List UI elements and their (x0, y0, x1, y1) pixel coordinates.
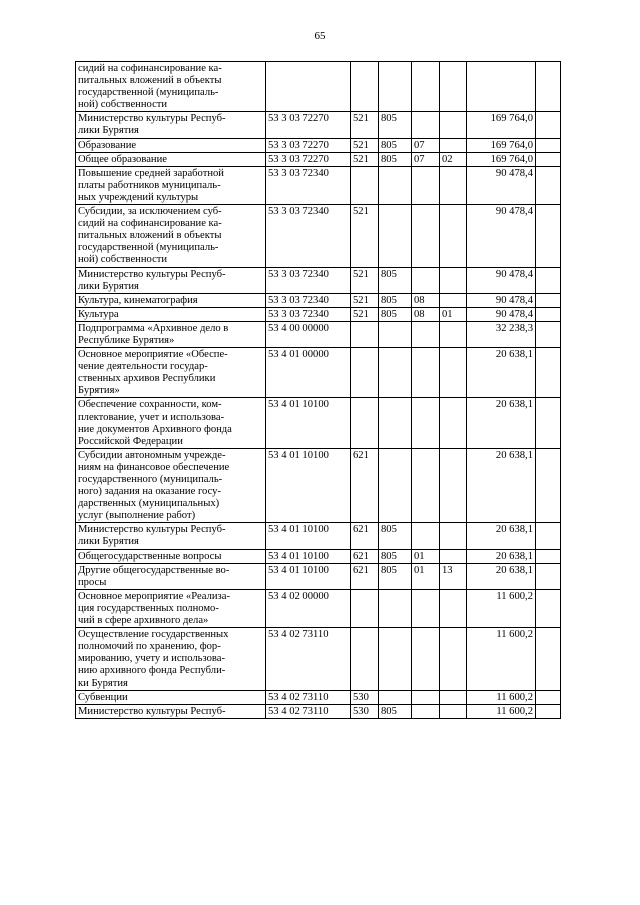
empty-cell (536, 321, 561, 347)
table-row (76, 549, 561, 563)
section-cell (412, 348, 440, 398)
amount-cell: 32 238,3 (467, 321, 536, 347)
ministry-code-cell (379, 62, 412, 112)
target-article-cell: 53 4 00 00000 (266, 321, 351, 347)
amount-cell: 90 478,4 (467, 267, 536, 293)
empty-cell (536, 152, 561, 166)
empty-cell (536, 62, 561, 112)
target-article-cell: 53 4 01 10100 (266, 563, 351, 589)
table-row (76, 448, 561, 523)
target-article-cell: 53 3 03 72340 (266, 205, 351, 267)
subsection-cell (440, 398, 467, 448)
subsection-cell (440, 138, 467, 152)
ministry-code-cell: 805 (379, 549, 412, 563)
amount-cell: 20 638,1 (467, 448, 536, 523)
expense-type-cell (351, 398, 379, 448)
expense-type-cell: 530 (351, 690, 379, 704)
row-name-cell: Министерство культуры Респуб- лики Бурятия (76, 112, 266, 138)
table-row (76, 321, 561, 347)
amount-cell: 11 600,2 (467, 690, 536, 704)
subsection-cell (440, 267, 467, 293)
amount-cell: 90 478,4 (467, 293, 536, 307)
empty-cell (536, 348, 561, 398)
section-cell: 07 (412, 138, 440, 152)
target-article-cell: 53 4 02 73110 (266, 628, 351, 690)
ministry-code-cell: 805 (379, 563, 412, 589)
amount-cell: 90 478,4 (467, 166, 536, 204)
amount-cell: 11 600,2 (467, 628, 536, 690)
row-name-cell: Культура, кинематография (76, 293, 266, 307)
subsection-cell (440, 523, 467, 549)
row-name-cell: Общее образование (76, 152, 266, 166)
target-article-cell: 53 3 03 72270 (266, 138, 351, 152)
expense-type-cell: 521 (351, 112, 379, 138)
amount-cell: 20 638,1 (467, 549, 536, 563)
expense-type-cell: 621 (351, 563, 379, 589)
section-cell (412, 704, 440, 718)
section-cell (412, 112, 440, 138)
row-name-cell: Осуществление государственных полномочий по хранению, фор- мированию, учету и использова- нию архивного фонда Республи- ки Бурятия (76, 628, 266, 690)
empty-cell (536, 307, 561, 321)
empty-cell (536, 138, 561, 152)
table-row (76, 523, 561, 549)
table-row (76, 62, 561, 112)
expense-type-cell: 530 (351, 704, 379, 718)
target-article-cell: 53 4 01 10100 (266, 523, 351, 549)
ministry-code-cell: 805 (379, 267, 412, 293)
section-cell (412, 628, 440, 690)
target-article-cell: 53 4 01 00000 (266, 348, 351, 398)
table-row (76, 690, 561, 704)
empty-cell (536, 448, 561, 523)
subsection-cell (440, 205, 467, 267)
empty-cell (536, 690, 561, 704)
section-cell: 01 (412, 563, 440, 589)
subsection-cell (440, 293, 467, 307)
expense-type-cell: 621 (351, 549, 379, 563)
expense-type-cell: 621 (351, 448, 379, 523)
row-name-cell: Субвенции (76, 690, 266, 704)
ministry-code-cell: 805 (379, 293, 412, 307)
target-article-cell: 53 4 01 10100 (266, 398, 351, 448)
expense-type-cell: 521 (351, 293, 379, 307)
ministry-code-cell: 805 (379, 152, 412, 166)
section-cell: 08 (412, 307, 440, 321)
section-cell (412, 62, 440, 112)
ministry-code-cell (379, 448, 412, 523)
row-name-cell: Подпрограмма «Архивное дело в Республике Бурятия» (76, 321, 266, 347)
row-name-cell: Субсидии автономным учрежде- ниям на финансовое обеспечение государственного (муниципаль- ного) задания на оказание госу- дарственных (муниципальных) услуг (выполнение работ) (76, 448, 266, 523)
subsection-cell (440, 348, 467, 398)
subsection-cell: 13 (440, 563, 467, 589)
amount-cell: 11 600,2 (467, 704, 536, 718)
table-row (76, 589, 561, 627)
ministry-code-cell: 805 (379, 307, 412, 321)
target-article-cell: 53 3 03 72340 (266, 267, 351, 293)
row-name-cell: Министерство культуры Респуб- лики Бурятия (76, 523, 266, 549)
row-name-cell: Субсидии, за исключением суб- сидий на софинансирование ка- питальных вложений в объекты государственной (муниципаль- ной) собственности (76, 205, 266, 267)
row-name-cell: Общегосударственные вопросы (76, 549, 266, 563)
section-cell (412, 690, 440, 704)
expense-type-cell: 521 (351, 205, 379, 267)
row-name-cell: Основное мероприятие «Обеспе- чение деятельности государ- ственных архивов Республики Бурятия» (76, 348, 266, 398)
subsection-cell: 01 (440, 307, 467, 321)
section-cell (412, 267, 440, 293)
table-row (76, 307, 561, 321)
table-row (76, 166, 561, 204)
amount-cell: 169 764,0 (467, 152, 536, 166)
subsection-cell: 02 (440, 152, 467, 166)
expense-type-cell: 521 (351, 138, 379, 152)
target-article-cell: 53 3 03 72340 (266, 293, 351, 307)
target-article-cell: 53 3 03 72270 (266, 152, 351, 166)
empty-cell (536, 112, 561, 138)
table-body (76, 62, 561, 719)
row-name-cell: сидий на софинансирование ка- питальных вложений в объекты государственной (муниципаль- ной) собственности (76, 62, 266, 112)
ministry-code-cell (379, 321, 412, 347)
ministry-code-cell (379, 690, 412, 704)
section-cell (412, 166, 440, 204)
subsection-cell (440, 166, 467, 204)
ministry-code-cell: 805 (379, 523, 412, 549)
row-name-cell: Другие общегосударственные во- просы (76, 563, 266, 589)
target-article-cell: 53 4 02 73110 (266, 690, 351, 704)
table-row (76, 152, 561, 166)
budget-table (75, 61, 561, 719)
expense-type-cell (351, 348, 379, 398)
expense-type-cell: 521 (351, 267, 379, 293)
amount-cell: 20 638,1 (467, 563, 536, 589)
subsection-cell (440, 549, 467, 563)
ministry-code-cell (379, 398, 412, 448)
expense-type-cell (351, 166, 379, 204)
row-name-cell: Основное мероприятие «Реализа- ция государственных полномо- чий в сфере архивного дела» (76, 589, 266, 627)
table-row (76, 138, 561, 152)
row-name-cell: Культура (76, 307, 266, 321)
section-cell (412, 205, 440, 267)
table-row (76, 267, 561, 293)
subsection-cell (440, 62, 467, 112)
amount-cell: 20 638,1 (467, 348, 536, 398)
expense-type-cell (351, 628, 379, 690)
amount-cell: 90 478,4 (467, 205, 536, 267)
expense-type-cell (351, 589, 379, 627)
target-article-cell: 53 4 02 73110 (266, 704, 351, 718)
section-cell (412, 523, 440, 549)
subsection-cell (440, 321, 467, 347)
table-row (76, 398, 561, 448)
expense-type-cell (351, 321, 379, 347)
subsection-cell (440, 112, 467, 138)
section-cell: 01 (412, 549, 440, 563)
empty-cell (536, 398, 561, 448)
ministry-code-cell (379, 205, 412, 267)
ministry-code-cell: 805 (379, 138, 412, 152)
ministry-code-cell (379, 166, 412, 204)
target-article-cell: 53 4 01 10100 (266, 448, 351, 523)
amount-cell: 169 764,0 (467, 138, 536, 152)
expense-type-cell (351, 62, 379, 112)
table-row (76, 293, 561, 307)
ministry-code-cell: 805 (379, 112, 412, 138)
row-name-cell: Министерство культуры Респуб- лики Бурятия (76, 267, 266, 293)
expense-type-cell: 621 (351, 523, 379, 549)
expense-type-cell: 521 (351, 152, 379, 166)
empty-cell (536, 704, 561, 718)
section-cell (412, 398, 440, 448)
table-row (76, 205, 561, 267)
section-cell: 07 (412, 152, 440, 166)
subsection-cell (440, 448, 467, 523)
subsection-cell (440, 690, 467, 704)
ministry-code-cell (379, 628, 412, 690)
row-name-cell: Образование (76, 138, 266, 152)
target-article-cell (266, 62, 351, 112)
amount-cell: 20 638,1 (467, 523, 536, 549)
amount-cell: 20 638,1 (467, 398, 536, 448)
ministry-code-cell (379, 589, 412, 627)
expense-type-cell: 521 (351, 307, 379, 321)
row-name-cell: Министерство культуры Респуб- (76, 704, 266, 718)
row-name-cell: Повышение средней заработной платы работников муниципаль- ных учреждений культуры (76, 166, 266, 204)
subsection-cell (440, 704, 467, 718)
section-cell (412, 589, 440, 627)
table-row (76, 704, 561, 718)
empty-cell (536, 267, 561, 293)
empty-cell (536, 205, 561, 267)
target-article-cell: 53 3 03 72270 (266, 112, 351, 138)
subsection-cell (440, 628, 467, 690)
table-row (76, 112, 561, 138)
empty-cell (536, 166, 561, 204)
empty-cell (536, 293, 561, 307)
ministry-code-cell: 805 (379, 704, 412, 718)
row-name-cell: Обеспечение сохранности, ком- плектование, учет и использова- ние документов Архивного фонда Российской Федерации (76, 398, 266, 448)
amount-cell (467, 62, 536, 112)
target-article-cell: 53 4 01 10100 (266, 549, 351, 563)
section-cell (412, 448, 440, 523)
empty-cell (536, 563, 561, 589)
section-cell: 08 (412, 293, 440, 307)
target-article-cell: 53 3 03 72340 (266, 307, 351, 321)
target-article-cell: 53 3 03 72340 (266, 166, 351, 204)
empty-cell (536, 549, 561, 563)
amount-cell: 11 600,2 (467, 589, 536, 627)
table-row (76, 348, 561, 398)
table-row (76, 563, 561, 589)
amount-cell: 90 478,4 (467, 307, 536, 321)
empty-cell (536, 589, 561, 627)
ministry-code-cell (379, 348, 412, 398)
table-row (76, 628, 561, 690)
amount-cell: 169 764,0 (467, 112, 536, 138)
empty-cell (536, 628, 561, 690)
subsection-cell (440, 589, 467, 627)
page-number: 65 (314, 30, 326, 42)
target-article-cell: 53 4 02 00000 (266, 589, 351, 627)
section-cell (412, 321, 440, 347)
empty-cell (536, 523, 561, 549)
